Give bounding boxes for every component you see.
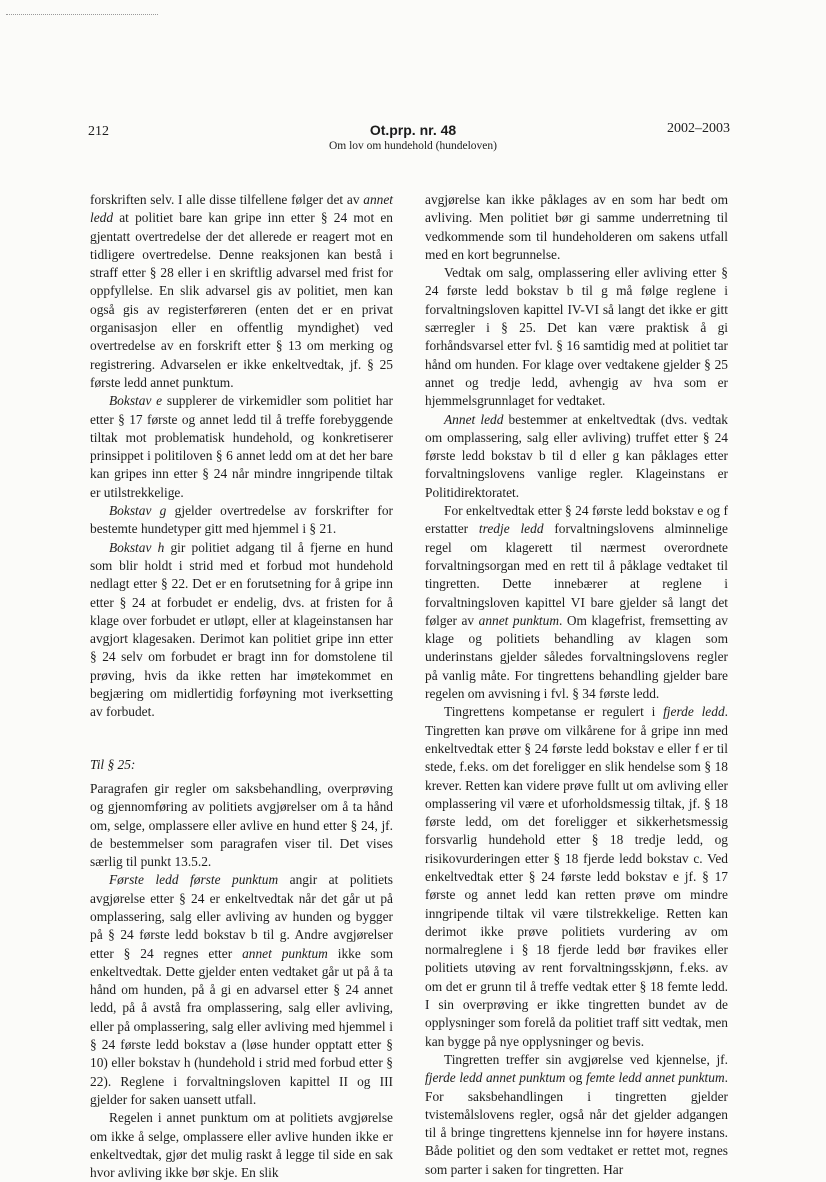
- paragraph: Bokstav h gir politiet adgang til å fjerne en hund som blir holdt i strid med et forbud mot hundehold nedlagt etter § 22. Det er en forutsetning for å gripe inn etter § 24 at forbudet er endelig, dvs. at fristen for å klage over forbudet er utløpt, eller at klageinstansen har avgjort klagesaken. Derimot kan politiet gripe inn etter § 24 selv om forbudet er bragt inn for domstolene til prøving, hvis da ikke retten har imøtekommet en begjæring om midlertidig forføyning mot iverksetting av forbudet.: [90, 539, 393, 720]
- document-year: 2002–2003: [667, 121, 730, 136]
- paragraph: Tingrettens kompetanse er regulert i fjerde ledd. Tingretten kan prøve om vilkårene for å gripe inn med enkeltvedtak etter § 24 første ledd bokstav e eller f er til stede, f.eks. om det foreligger en slik hendelse som § 18 krever. Retten kan videre prøve fullt ut om avliving eller omplassering vil være et uforholdsmessig tiltak, jf. § 18 første ledd, om det foreligger et sikkerhetsmessig forsvarlig hundehold etter § 18 tredje ledd, og risikovurderingen etter § 18 fjerde ledd bokstav c. Ved enkeltvedtak etter § 24 første ledd bokstav e jf. § 17 første og annet ledd kan retten prøve om mindre inngripende tiltak vil være tilstrekkelige. Retten kan derimot ikke prøve politiets vurdering av om normalreglene i § 18 fjerde ledd bør fravikes eller politiets utøving av rent forvaltningsskjønn, f.eks. av om det er grunn til å treffe vedtak etter § 18 femte ledd. I sin overprøving er ikke tingretten bundet av de opplysninger som forelå da politiet traff sitt vedtak, men kan bygge på nye opplysninger og bevis.: [425, 704, 728, 1049]
- paragraph: Paragrafen gir regler om saksbehandling, overprøving og gjennomføring av politiets avgjørelser om å ta hånd om, selge, omplassere eller avlive en hund etter § 24, jf. de bestemmelser som paragrafen viser til. Det vises særlig til punkt 13.5.2.: [90, 780, 393, 870]
- document-title: Ot.prp. nr. 48: [369, 122, 457, 138]
- page-number: 212: [88, 124, 109, 139]
- paragraph: Vedtak om salg, omplassering eller avliving etter § 24 første ledd bokstav b til g må følge reglene i forvaltningsloven kapittel IV-VI så langt det ikke er gitt særregler i § 25. Det kan være praktisk å gi forhåndsvarsel etter fvl. § 16 samtidig med at politiet tar hånd om hunden. For klage over vedtakene gjelder § 25 annet og tredje ledd, avhengig av hva som er hjemmelsgrunnlaget for vedtaket.: [425, 265, 728, 409]
- paragraph: Første ledd første punktum angir at politiets avgjørelse etter § 24 er enkeltvedtak når det går ut på omplassering, salg eller avliving av hunden og bygger på § 24 første ledd bokstav b til g. Andre avgjørelser etter § 24 regnes etter annet punktum ikke som enkeltvedtak. Dette gjelder enten vedtaket går ut på å ta hånd om hunden, på å gi en advarsel etter § 24 annet ledd, på å avstå fra omplassering, salg eller avliving, eller på omplassering, salg eller avliving med hjemmel i § 24 første ledd bokstav a (løse hunder opptatt etter § 10) eller bokstav h (hundehold i strid med forbud etter § 22). Reglene i forvaltningsloven kapittel II og III gjelder for saken uansett utfall.: [90, 872, 393, 1107]
- paragraph: Bokstav e supplerer de virkemidler som politiet har etter § 17 første og annet ledd til å treffe forebyggende tiltak mot problematisk hundehold, og konkretiserer prinsippet i politiloven § 6 annet ledd om at det her bare kan gripes inn etter § 24 når mindre inngripende tiltak er utilstrekkelige.: [90, 393, 393, 500]
- paragraph: For enkeltvedtak etter § 24 første ledd bokstav e og f erstatter tredje ledd forvaltningslovens alminnelige regel om klagerett til nærmest overordnete forvaltningsorgan med en rett til å påklage vedtaket til tingretten. Dette innebærer at reglene i forvaltningsloven kapittel VI bare gjelder så langt det følger av annet punktum. Om klagefrist, fremsetting av klage og politiets behandling av klagen som underinstans gjelder således forvaltningslovens regler på vanlig måte. For tingrettens behandling gjelder bare regelen om avvisning i fvl. § 34 første ledd.: [425, 503, 728, 702]
- paragraph: avgjørelse kan ikke påklages av en som har bedt om avliving. Men politiet bør gi samme underretning til vedkommende som til hundeholderen om sakens utfall med en kort begrunnelse.: [425, 192, 728, 262]
- paragraph: Bokstav g gjelder overtredelse av forskrifter for bestemte hundetyper gitt med hjemmel i § 21.: [90, 503, 393, 537]
- paragraph: Tingretten treffer sin avgjørelse ved kjennelse, jf. fjerde ledd annet punktum og femte ledd annet punktum. For saksbehandlingen i tingretten gjelder tvistemålslovens regler, også når det gjelder adgangen til å bringe tingrettens kjennelse inn for høyere instans. Både politiet og den som vedtaket er rettet mot, regnes som parter i saken for tingretten. Har: [425, 1051, 728, 1177]
- document-subtitle: Om lov om hundehold (hundeloven): [328, 140, 497, 152]
- right-column: [425, 191, 728, 1179]
- left-column: [90, 191, 393, 1182]
- paragraph: Regelen i annet punktum om at politiets avgjørelse om ikke å selge, omplassere eller avlive hunden ikke er enkeltvedtak, gjør det mulig raskt å legge til side en sak hvor avliving ikke bør skje. En slik: [90, 1110, 393, 1181]
- paragraph: forskriften selv. I alle disse tilfellene følger det av annet ledd at politiet bare kan gripe inn etter § 24 mot en gjentatt overtredelse der det allerede er reagert mot en tidligere overtredelse. Denne reaksjonen kan bestå i straff etter § 28 eller i en skriftlig advarsel med frist for oppfyllelse. En slik advarsel gis av politiet, men kan også gis av registerføreren (enten det er en privat organisasjon eller en offentlig myndighet) ved overtredelse av en forskrift etter § 13 om merking og registrering. Advarselen er ikke enkeltvedtak, jf. § 25 første ledd annet punktum.: [90, 192, 393, 390]
- section-heading: Til § 25:: [90, 756, 136, 772]
- scan-artifact: [6, 14, 158, 17]
- paragraph: Annet ledd bestemmer at enkeltvedtak (dvs. vedtak om omplassering, salg eller avliving) truffet etter § 24 første ledd bokstav b til d eller g kan påklages etter forvaltningslovens vanlige regler. Klageinstans er Politidirektoratet.: [425, 411, 728, 500]
